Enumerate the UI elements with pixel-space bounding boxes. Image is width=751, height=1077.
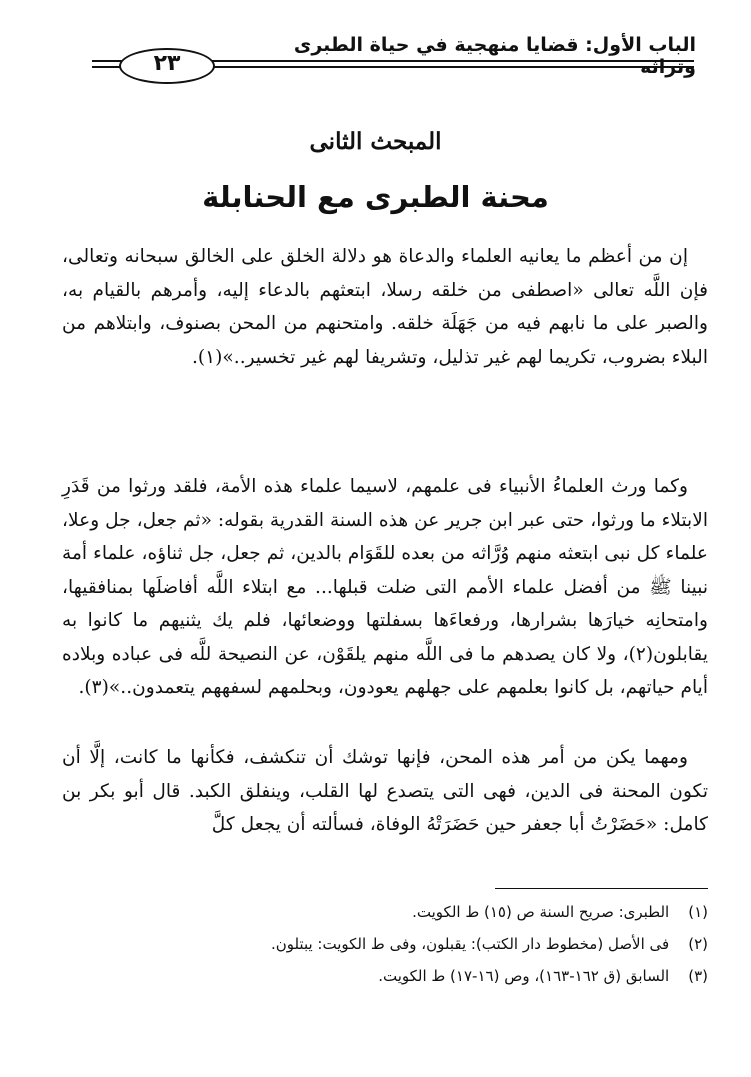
page-number: ٢٣ <box>153 51 181 76</box>
footnote-number: (٣) <box>688 967 708 985</box>
footnote-text: الطبرى: صريح السنة ص (١٥) ط الكويت. <box>412 903 670 921</box>
footnote-2 <box>62 928 708 960</box>
body-paragraph-3 <box>62 741 708 842</box>
footnote-1 <box>62 896 708 928</box>
page-number-badge <box>119 48 213 82</box>
paragraph-text: إن من أعظم ما يعانيه العلماء والدعاة هو دلالة الخلق على الخالق سبحانه وتعالى، فإن اللَّه تعالى «اصطفى من خلقه رسلا، ابتعثهم بالدعاء إليه، وأمرهم بالقيام به، والصبر على ما نابهم فيه من جَهَلَة خلقه. وامتحنهم من المحن بصنوف، وابتلاهم من البلاء بضروب، تكريما لهم غير تذليل، وتشريفا لهم غير تخسير..»(١). <box>62 246 708 368</box>
running-header-title: الباب الأول: قضايا منهجية في حياة الطبرى وتراثه <box>293 34 696 78</box>
footnote-number: (١) <box>688 903 708 921</box>
footnote-text: فى الأصل (مخطوط دار الكتب): يقبلون، وفى ط الكويت: يبتلون. <box>270 935 670 953</box>
body-paragraph-2 <box>62 470 708 705</box>
footnote-separator <box>495 888 708 889</box>
footnote-text: السابق (ق ١٦٢-١٦٣)، وص (١٦-١٧) ط الكويت. <box>378 967 670 985</box>
body-paragraph-1 <box>62 240 708 374</box>
footnotes <box>62 896 708 992</box>
paragraph-text: ومهما يكن من أمر هذه المحن، فإنها توشك أن تنكشف، فكأنها ما كانت، إلَّا أن تكون المحنة فى الدين، فهى التى يتصدع لها القلب، وينفلق الكبد. قال أبو بكر بن كامل: «حَضَرْتُ أبا جعفر حين حَضَرَتْهُ الوفاة، فسألته أن يجعل كلَّ <box>62 747 708 835</box>
paragraph-text: وكما ورث العلماءُ الأنبياء فى علمهم، لاسيما علماء هذه الأمة، فلقد ورثوا من قَدَرِ الابتلاء ما ورثوا، حتى عبر ابن جرير عن هذه السنة القدرية بقوله: «ثم جعل، جل وعلا، علماء كل نبى ابتعثه منهم وُرَّاثه من بعده للقَوَام بالدين، ثم جعل، جل ثناؤه، علماء أمة نبينا ﷺ من أفضل علماء الأمم التى ضلت قبلها... مع ابتلاء اللَّه أفاضلَها بمنافقيها، وامتحانِه خيارَها بشرارها، ورفعاءَها بسفلتها ووضعائها، فلم يك يثنيهم ما كانوا به يقابلون(٢)، ولا كان يصدهم ما فى اللَّه منهم يلقَوْن، عن النصيحة للَّه فى عباده وبلاده أيام حياتهم، بل كانوا بعلمهم على جهلهم يعودون، وبحلمهم لسفههم يتعمدون..»(٣). <box>62 476 708 698</box>
footnote-3 <box>62 960 708 992</box>
footnote-number: (٢) <box>688 935 708 953</box>
section-title: محنة الطبرى مع الحنابلة <box>202 180 549 214</box>
section-label: المبحث الثانى <box>309 128 442 155</box>
